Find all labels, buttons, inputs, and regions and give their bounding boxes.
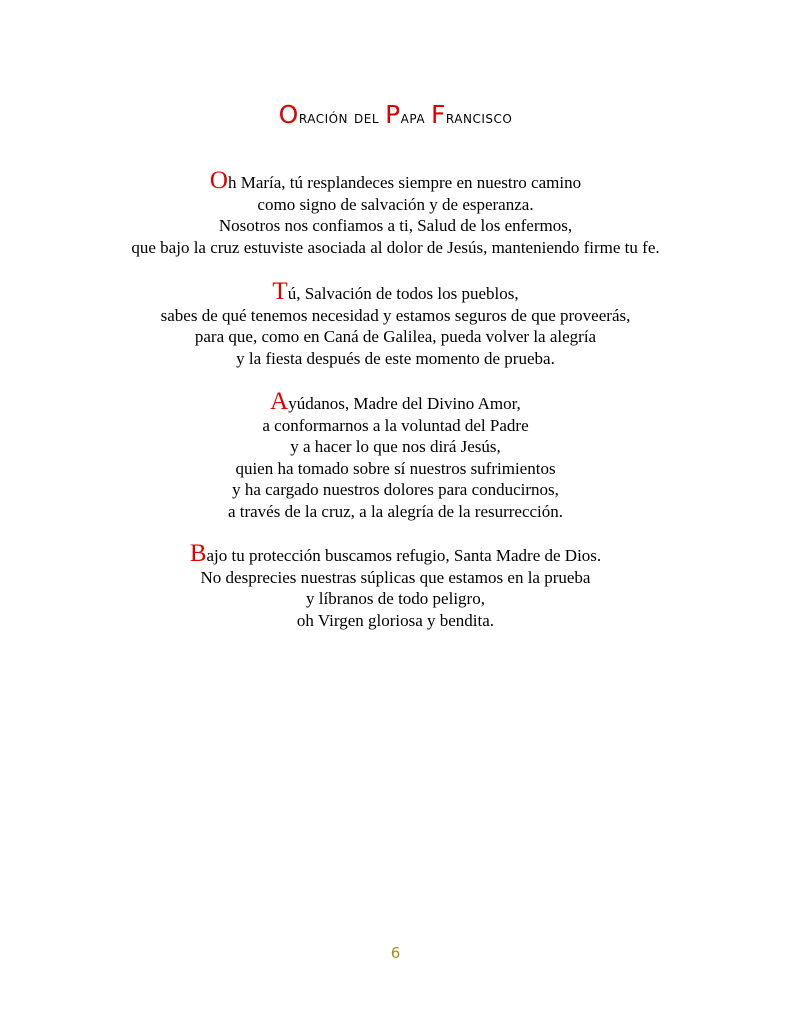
stanza-line: sabes de qué tenemos necesidad y estamos seguros de que proveerás, <box>160 305 631 325</box>
stanza-first-line: Ayúdanos, Madre del Divino Amor, <box>270 388 521 415</box>
drop-initial: B <box>189 540 207 567</box>
stanza-line: a conformarnos a la voluntad del Padre <box>262 415 529 435</box>
page-number: 6 <box>390 944 401 962</box>
stanza-line: y líbranos de todo peligro, <box>306 589 485 608</box>
page-title <box>0 100 791 129</box>
stanza-first-line: Tú, Salvación de todos los pueblos, <box>272 278 519 305</box>
stanza-line: y a hacer lo que nos dirá Jesús, <box>290 437 501 456</box>
stanza-line: quien ha tomado sobre sí nuestros sufrimientos <box>235 458 556 478</box>
title-word-del: del <box>354 108 380 128</box>
stanza-2 <box>0 278 791 369</box>
drop-initial: A <box>270 388 289 415</box>
stanza-line: y ha cargado nuestros dolores para conducirnos, <box>232 480 559 499</box>
title-word-francisco: rancisco <box>445 108 513 128</box>
stanza-line: para que, como en Caná de Galilea, pueda volver la alegría <box>194 327 597 346</box>
title-initial-f: F <box>431 100 446 129</box>
title-word-papa: apa <box>400 108 426 128</box>
stanza-first-line: Oh María, tú resplandeces siempre en nuestro camino <box>209 167 582 194</box>
title-initial-o: O <box>278 100 299 129</box>
stanza-line: No desprecies nuestras súplicas que estamos en la prueba <box>200 567 591 587</box>
title-word-oracion: ración <box>298 108 349 128</box>
stanza-line: oh Virgen gloriosa y bendita. <box>296 610 495 630</box>
drop-initial: T <box>272 278 288 305</box>
stanza-4 <box>0 540 791 631</box>
stanza-line: y la fiesta después de este momento de prueba. <box>236 348 555 368</box>
drop-initial: O <box>209 167 228 194</box>
stanza-3 <box>0 388 791 522</box>
stanza-line: Nosotros nos confiamos a ti, Salud de los enfermos, <box>218 216 573 235</box>
stanza-line: que bajo la cruz estuviste asociada al dolor de Jesús, manteniendo firme tu fe. <box>131 237 660 257</box>
stanza-1 <box>0 167 791 258</box>
stanza-line: a través de la cruz, a la alegría de la resurrección. <box>227 501 564 521</box>
title-initial-p: P <box>385 100 401 129</box>
stanza-line: como signo de salvación y de esperanza. <box>257 194 534 214</box>
stanza-first-line: Bajo tu protección buscamos refugio, Santa Madre de Dios. <box>189 540 602 567</box>
